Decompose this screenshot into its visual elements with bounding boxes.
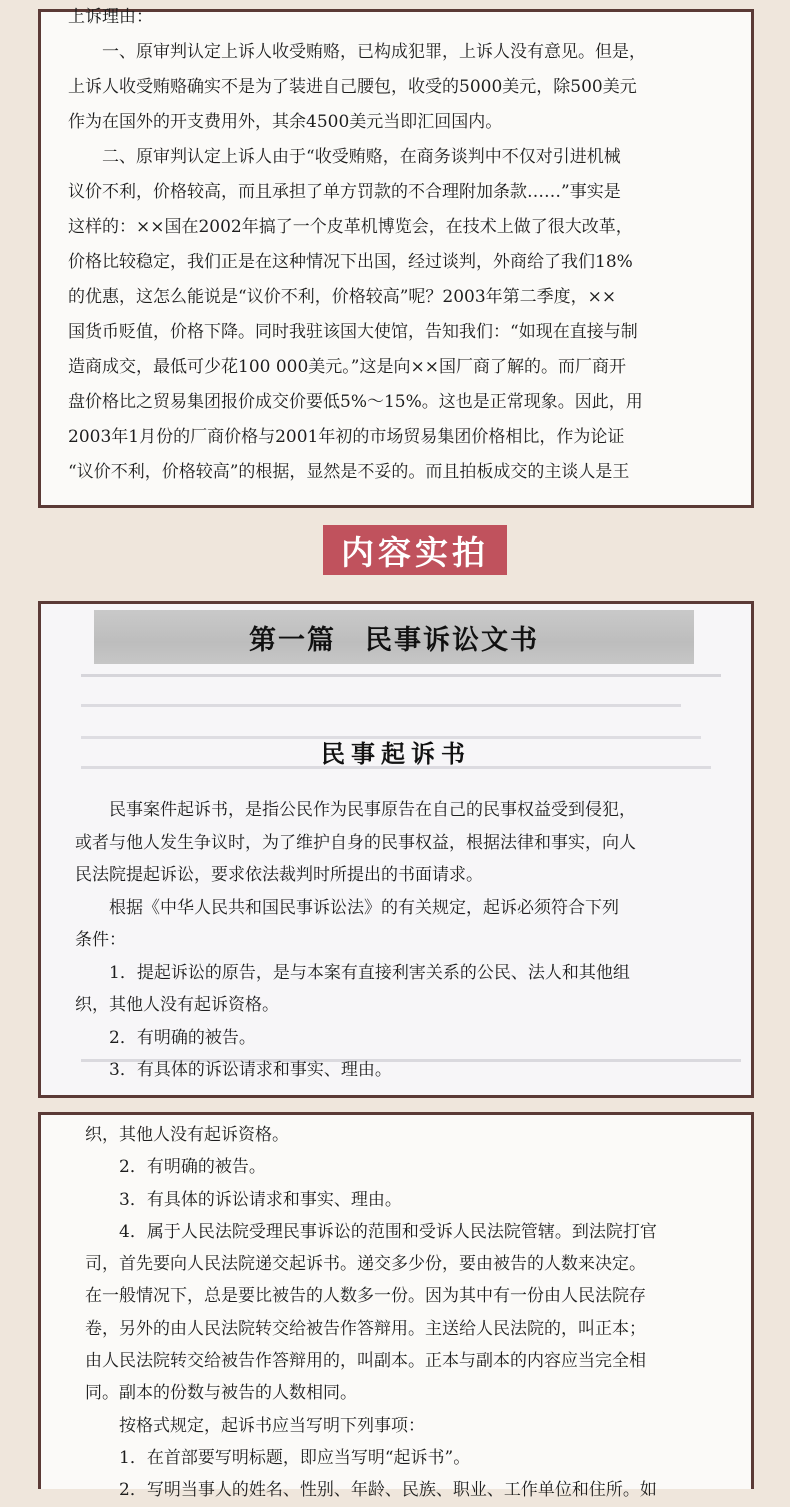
chapter-heading-bar (94, 610, 694, 664)
line: 造商成交，最低可少花100 000美元。”这是向××国厂商了解的。而厂商开 (68, 357, 626, 377)
document-text-1 (41, 0, 751, 490)
chapter-heading: 第一篇 民事诉讼文书 (249, 624, 539, 656)
line: 在一般情况下，总是要比被告的人数多一份。因为其中有一份由人民法院存 (85, 1286, 646, 1307)
line: 3．有具体的诉讼请求和事实、理由。 (119, 1189, 402, 1210)
document-text-3 (41, 1119, 751, 1507)
line: 民法院提起诉讼，要求依法裁判时所提出的书面请求。 (75, 865, 483, 885)
line: 议价不利，价格较高，而且承担了单方罚款的不合理附加条款……”事实是 (68, 182, 621, 202)
line: 或者与他人发生争议时，为了维护自身的民事权益，根据法律和事实，向人 (75, 832, 636, 853)
line: 民事案件起诉书，是指公民作为民事原告在自己的民事权益受到侵犯， (109, 800, 636, 820)
section-banner (323, 525, 507, 575)
line: 按格式规定，起诉书应当写明下列事项： (119, 1415, 425, 1436)
line: 这样的：××国在2002年搞了一个皮革机博览会，在技术上做了很大改革， (68, 217, 633, 237)
line: 卷，另外的由人民法院转交给被告作答辩用。主送给人民法院的，叫正本； (85, 1318, 646, 1339)
section-banner-label: 内容实拍 (341, 532, 489, 572)
line: 由人民法院转交给被告作答辩用的，叫副本。正本与副本的内容应当完全相 (85, 1351, 646, 1372)
line: 1．提起诉讼的原告，是与本案有直接利害关系的公民、法人和其他组 (109, 962, 630, 983)
line: 上诉人收受贿赂确实不是为了装进自己腰包，收受的5000美元，除500美元 (68, 77, 637, 97)
line: 司，首先要向人民法院递交起诉书。递交多少份，要由被告的人数来决定。 (85, 1254, 646, 1275)
line: 上诉理由： (68, 7, 153, 27)
line: 作为在国外的开支费用外，其余4500美元当即汇回国内。 (68, 112, 503, 132)
document-text-2 (41, 794, 751, 1087)
line: 根据《中华人民共和国民事诉讼法》的有关规定，起诉必须符合下列 (109, 897, 619, 918)
line: 2．有明确的被告。 (119, 1157, 266, 1178)
document-photo-1 (38, 9, 754, 508)
line: 价格比较稳定，我们正是在这种情况下出国，经过谈判，外商给了我们18% (68, 252, 633, 272)
document-photo-3 (38, 1112, 754, 1501)
line: 2003年1月份的厂商价格与2001年初的市场贸易集团价格相比，作为论证 (68, 427, 625, 447)
line: 盘价格比之贸易集团报价成交价要低5%～15%。这也是正常现象。因此，用 (68, 392, 643, 412)
line: 织，其他人没有起诉资格。 (75, 995, 279, 1015)
line: 2．写明当事人的姓名、性别、年龄、民族、职业、工作单位和住所。如 (119, 1480, 657, 1501)
line: 3．有具体的诉讼请求和事实、理由。 (109, 1060, 392, 1080)
line: 织，其他人没有起诉资格。 (85, 1125, 289, 1145)
line: 的优惠，这怎么能说是“议价不利，价格较高”呢？2003年第二季度，×× (68, 287, 617, 307)
line: 国货币贬值，价格下降。同时我驻该国大使馆，告知我们：“如现在直接与制 (68, 322, 638, 342)
line: 二、原审判认定上诉人由于“收受贿赂，在商务谈判中不仅对引进机械 (102, 147, 621, 167)
line: 条件： (75, 930, 126, 950)
line: 4．属于人民法院受理民事诉讼的范围和受诉人民法院管辖。到法院打官 (119, 1221, 657, 1242)
line: 2．有明确的被告。 (109, 1027, 256, 1048)
line: 同。副本的份数与被告的人数相同。 (85, 1383, 357, 1404)
document-photo-2 (38, 601, 754, 1098)
line: “议价不利，价格较高”的根据，显然是不妥的。而且拍板成交的主谈人是王 (68, 462, 630, 482)
document-title: 民事起诉书 (321, 739, 471, 768)
line: 1．在首部要写明标题，即应当写明“起诉书”。 (119, 1447, 471, 1468)
line: 一、原审判认定上诉人收受贿赂，已构成犯罪，上诉人没有意见。但是， (102, 42, 646, 62)
